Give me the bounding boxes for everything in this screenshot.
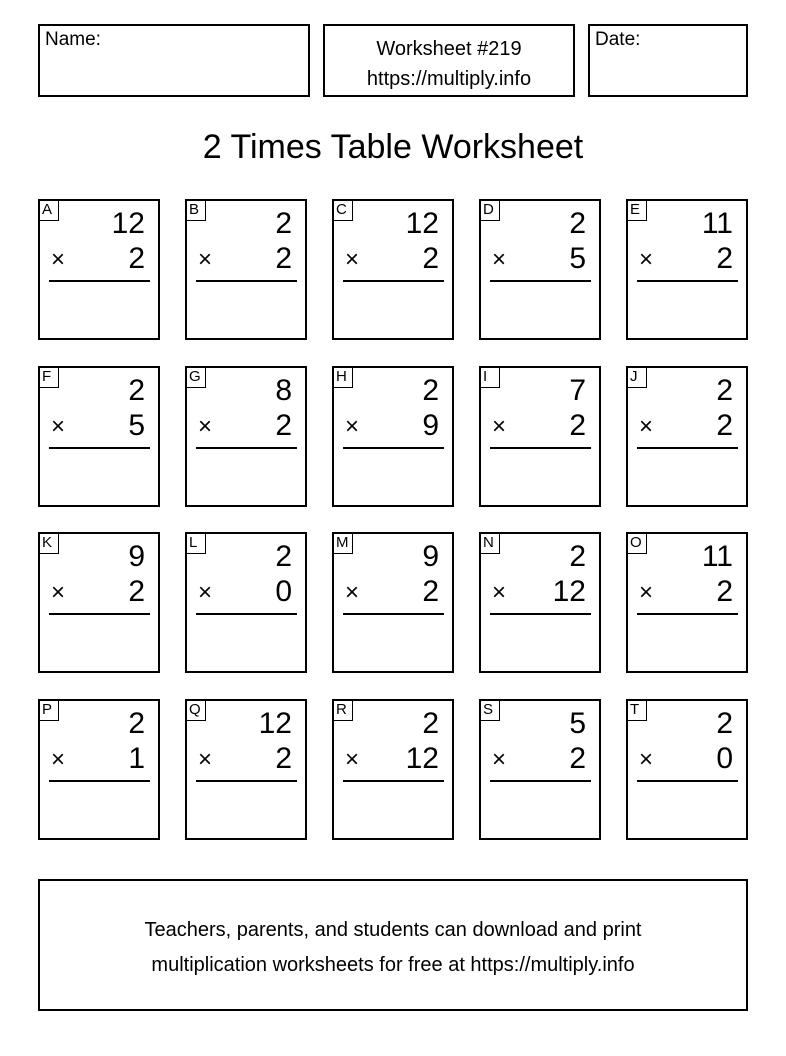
multiplier: 2	[716, 242, 733, 275]
problem-letter: Q	[185, 699, 206, 721]
worksheet-number: Worksheet #219	[376, 38, 522, 60]
multiplier: 2	[128, 575, 145, 608]
multiply-sign: ×	[198, 746, 213, 773]
multiplicand: 7	[569, 374, 586, 407]
multiply-sign: ×	[345, 246, 360, 273]
problem-letter: F	[38, 366, 59, 388]
answer-line	[490, 613, 591, 615]
name-field-box[interactable]	[38, 24, 310, 97]
multiplicand: 12	[111, 207, 145, 240]
problem-card[interactable]	[332, 699, 454, 840]
multiplier: 2	[128, 242, 145, 275]
answer-line	[343, 447, 444, 449]
answer-line	[343, 780, 444, 782]
problem-card[interactable]	[38, 199, 160, 340]
problem-letter: N	[479, 532, 500, 554]
date-label: Date:	[595, 29, 641, 50]
multiplicand: 9	[128, 540, 145, 573]
problem-card[interactable]	[626, 532, 748, 673]
problem-letter: H	[332, 366, 353, 388]
problem-card[interactable]	[185, 366, 307, 507]
answer-line	[49, 280, 150, 282]
multiplier: 2	[422, 575, 439, 608]
multiplier: 12	[405, 742, 439, 775]
problem-card[interactable]	[626, 199, 748, 340]
multiplier: 2	[275, 242, 292, 275]
multiplier: 2	[569, 409, 586, 442]
multiplier: 0	[275, 575, 292, 608]
multiply-sign: ×	[639, 413, 654, 440]
problem-letter: M	[332, 532, 353, 554]
multiplicand: 8	[275, 374, 292, 407]
multiplier: 2	[716, 575, 733, 608]
multiply-sign: ×	[51, 413, 66, 440]
answer-line	[490, 447, 591, 449]
multiply-sign: ×	[51, 746, 66, 773]
multiply-sign: ×	[492, 579, 507, 606]
answer-line	[196, 447, 297, 449]
multiplicand: 12	[258, 707, 292, 740]
multiply-sign: ×	[345, 579, 360, 606]
multiply-sign: ×	[51, 579, 66, 606]
multiplicand: 2	[716, 374, 733, 407]
problem-card[interactable]	[479, 699, 601, 840]
multiplier: 2	[275, 409, 292, 442]
answer-line	[49, 447, 150, 449]
problem-card[interactable]	[185, 199, 307, 340]
answer-line	[637, 280, 738, 282]
answer-line	[196, 780, 297, 782]
answer-line	[490, 280, 591, 282]
problem-letter: L	[185, 532, 206, 554]
multiplier: 5	[569, 242, 586, 275]
answer-line	[637, 613, 738, 615]
multiplicand: 2	[422, 707, 439, 740]
multiplier: 9	[422, 409, 439, 442]
multiplicand: 2	[422, 374, 439, 407]
problem-letter: B	[185, 199, 206, 221]
answer-line	[196, 613, 297, 615]
problem-letter: I	[479, 366, 500, 388]
problem-letter: D	[479, 199, 500, 221]
problem-card[interactable]	[185, 532, 307, 673]
problem-letter: J	[626, 366, 647, 388]
problem-card[interactable]	[332, 366, 454, 507]
problem-letter: G	[185, 366, 206, 388]
multiplicand: 2	[275, 540, 292, 573]
multiplier: 12	[552, 575, 586, 608]
answer-line	[196, 280, 297, 282]
multiplicand: 12	[405, 207, 439, 240]
multiply-sign: ×	[492, 746, 507, 773]
answer-line	[49, 780, 150, 782]
worksheet-url: https://multiply.info	[366, 68, 532, 90]
answer-line	[490, 780, 591, 782]
multiplicand: 2	[569, 207, 586, 240]
answer-line	[637, 780, 738, 782]
footer-box	[38, 879, 748, 1011]
multiplier: 2	[569, 742, 586, 775]
name-label: Name:	[45, 29, 101, 50]
answer-line	[637, 447, 738, 449]
footer-line-2: multiplication worksheets for free at https://multiply.info	[151, 954, 635, 976]
multiply-sign: ×	[345, 746, 360, 773]
multiply-sign: ×	[345, 413, 360, 440]
multiplicand: 2	[275, 207, 292, 240]
multiplicand: 5	[569, 707, 586, 740]
problem-card[interactable]	[479, 532, 601, 673]
date-field-box[interactable]	[588, 24, 748, 97]
multiply-sign: ×	[51, 246, 66, 273]
problem-card[interactable]	[479, 366, 601, 507]
multiplier: 1	[128, 742, 145, 775]
problem-letter: O	[626, 532, 647, 554]
problem-card[interactable]	[185, 699, 307, 840]
multiplicand: 2	[128, 707, 145, 740]
answer-line	[343, 280, 444, 282]
multiplier: 0	[716, 742, 733, 775]
problem-letter: C	[332, 199, 353, 221]
problem-card[interactable]	[332, 199, 454, 340]
answer-line	[49, 613, 150, 615]
multiply-sign: ×	[639, 579, 654, 606]
problem-letter: E	[626, 199, 647, 221]
problem-card[interactable]	[479, 199, 601, 340]
worksheet-info-box	[323, 24, 575, 97]
problem-letter: R	[332, 699, 353, 721]
multiplicand: 2	[569, 540, 586, 573]
problem-card[interactable]	[332, 532, 454, 673]
problem-card[interactable]	[38, 699, 160, 840]
footer-line-1: Teachers, parents, and students can download and print	[144, 919, 642, 941]
multiply-sign: ×	[198, 246, 213, 273]
problem-letter: P	[38, 699, 59, 721]
problem-card[interactable]	[626, 699, 748, 840]
problem-card[interactable]	[626, 366, 748, 507]
problem-card[interactable]	[38, 532, 160, 673]
multiply-sign: ×	[492, 413, 507, 440]
problem-letter: S	[479, 699, 500, 721]
multiplier: 2	[422, 242, 439, 275]
problem-letter: A	[38, 199, 59, 221]
problem-letter: K	[38, 532, 59, 554]
page-title: 2 Times Table Worksheet	[202, 128, 584, 166]
multiplicand: 11	[701, 540, 733, 573]
multiply-sign: ×	[198, 413, 213, 440]
multiplicand: 2	[128, 374, 145, 407]
multiplicand: 11	[701, 207, 733, 240]
multiplier: 2	[275, 742, 292, 775]
answer-line	[343, 613, 444, 615]
problem-letter: T	[626, 699, 647, 721]
multiply-sign: ×	[492, 246, 507, 273]
multiply-sign: ×	[198, 579, 213, 606]
multiply-sign: ×	[639, 746, 654, 773]
multiplier: 2	[716, 409, 733, 442]
multiplicand: 9	[422, 540, 439, 573]
problem-card[interactable]	[38, 366, 160, 507]
multiplicand: 2	[716, 707, 733, 740]
multiplier: 5	[128, 409, 145, 442]
multiply-sign: ×	[639, 246, 654, 273]
